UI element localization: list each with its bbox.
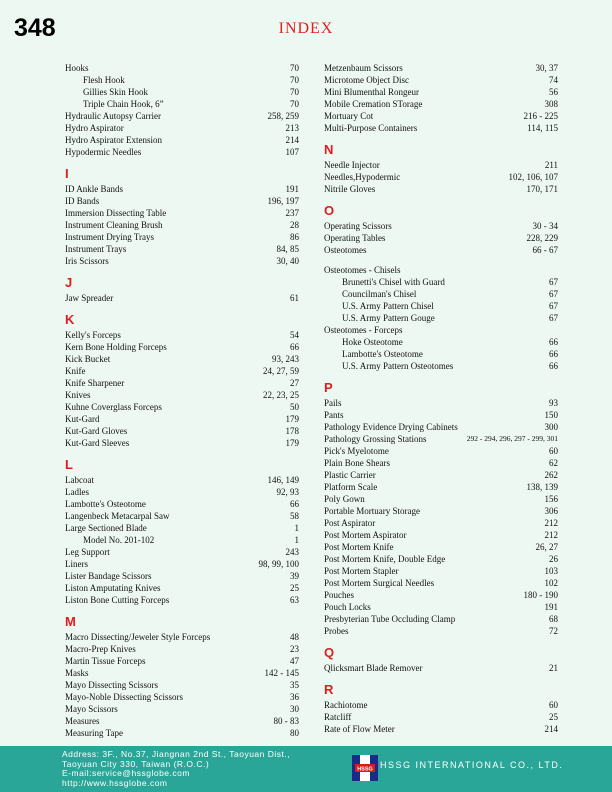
index-term: Large Sectioned Blade [65, 523, 147, 533]
index-term: Macro-Prep Knives [65, 644, 136, 654]
index-entry [324, 529, 558, 541]
index-entry [65, 255, 299, 267]
index-page-numbers: 67 [549, 313, 558, 323]
index-entry [65, 558, 299, 570]
address-line: Taoyuan City 330, Taiwan (R.O.C.) [62, 758, 210, 769]
index-entry [324, 171, 558, 183]
index-entry [324, 98, 558, 110]
index-page-numbers: 80 [290, 728, 299, 738]
index-term: Iris Scissors [65, 256, 109, 266]
index-entry [324, 662, 558, 674]
index-section-letter: N [324, 142, 334, 157]
index-page-numbers: 56 [549, 87, 558, 97]
index-page-numbers: 191 [544, 602, 558, 612]
index-entry [65, 122, 299, 134]
index-term: U.S. Army Pattern Gouge [342, 313, 435, 323]
index-page-numbers: 102 [544, 578, 558, 588]
index-page-numbers: 228, 229 [526, 233, 558, 243]
index-entry [324, 74, 558, 86]
index-entry [65, 62, 299, 74]
index-term: Hydro Aspirator Extension [65, 135, 162, 145]
hssg-logo-icon [352, 755, 378, 781]
index-term: Hooks [65, 63, 89, 73]
index-term: ID Bands [65, 196, 100, 206]
index-entry [65, 365, 299, 377]
index-entry [324, 336, 558, 348]
index-entry [65, 631, 299, 643]
index-entry [65, 486, 299, 498]
index-page-numbers: 72 [549, 626, 558, 636]
index-page-numbers: 27 [290, 378, 299, 388]
index-entry [65, 413, 299, 425]
index-term: Ladles [65, 487, 89, 497]
index-page-numbers: 262 [544, 470, 558, 480]
index-page-numbers: 142 - 145 [264, 668, 299, 678]
index-page-numbers: 107 [285, 147, 299, 157]
index-page-numbers: 93, 243 [272, 354, 299, 364]
index-page-numbers: 68 [549, 614, 558, 624]
index-page-numbers: 66 [549, 337, 558, 347]
index-page-numbers: 216 - 225 [523, 111, 558, 121]
index-entry [324, 711, 558, 723]
index-page-numbers: 237 [285, 208, 299, 218]
index-page-numbers: 146, 149 [267, 475, 299, 485]
index-page-numbers: 36 [290, 692, 299, 702]
index-term: Gillies Skin Hook [83, 87, 149, 97]
index-page-numbers: 30 [290, 704, 299, 714]
index-page-numbers: 243 [285, 547, 299, 557]
index-page-numbers: 30, 37 [535, 63, 558, 73]
index-term: Macro Dissecting/Jeweler Style Forceps [65, 632, 211, 642]
index-section-letter: R [324, 682, 334, 697]
index-entry [324, 360, 558, 372]
index-page-numbers: 191 [285, 184, 299, 194]
index-page-numbers: 25 [290, 583, 299, 593]
index-page-numbers: 47 [290, 656, 299, 666]
index-term: Hoke Osteotome [342, 337, 403, 347]
index-page-numbers: 170, 171 [526, 184, 558, 194]
index-entry [65, 219, 299, 231]
index-term: Triple Chain Hook, 6” [83, 99, 164, 109]
index-entry [65, 110, 299, 122]
index-page-numbers: 30 - 34 [532, 221, 558, 231]
index-entry [65, 582, 299, 594]
index-term: Hypodermic Needles [65, 147, 142, 157]
index-section-letter: I [65, 166, 69, 181]
index-term: Liston Amputating Knives [65, 583, 161, 593]
index-section-letter: M [65, 614, 76, 629]
index-term: Operating Scissors [324, 221, 392, 231]
index-term: Nitrile Gloves [324, 184, 376, 194]
index-entry [324, 324, 558, 336]
index-page-numbers: 70 [290, 99, 299, 109]
index-entry [324, 122, 558, 134]
index-page-numbers: 156 [544, 494, 558, 504]
index-entry [65, 594, 299, 606]
index-page-numbers: 102, 106, 107 [508, 172, 558, 182]
index-page-numbers: 178 [285, 426, 299, 436]
index-entry [324, 348, 558, 360]
index-page-numbers: 74 [549, 75, 558, 85]
index-term: Labcoat [65, 475, 94, 485]
index-page-numbers: 84, 85 [276, 244, 299, 254]
index-entry [324, 433, 558, 445]
index-entry [324, 397, 558, 409]
index-entry [65, 146, 299, 158]
index-entry [65, 401, 299, 413]
index-entry [324, 276, 558, 288]
index-entry [324, 300, 558, 312]
index-term: Kern Bone Holding Forceps [65, 342, 167, 352]
index-entry [324, 699, 558, 711]
index-entry [324, 409, 558, 421]
index-term: Post Aspirator [324, 518, 376, 528]
index-entry [324, 505, 558, 517]
index-column-left [65, 62, 299, 739]
index-term: Plastic Carrier [324, 470, 376, 480]
index-section-letter: K [65, 312, 75, 327]
index-page-numbers: 213 [285, 123, 299, 133]
index-entry [324, 232, 558, 244]
index-page-numbers: 70 [290, 63, 299, 73]
website-line[interactable]: http://www.hssglobe.com [62, 777, 168, 788]
index-term: Pick's Myelotome [324, 446, 389, 456]
index-entry [65, 534, 299, 546]
index-term: Instrument Drying Trays [65, 232, 155, 242]
index-term: Ratcliff [324, 712, 352, 722]
index-entry [65, 292, 299, 304]
index-entry [324, 457, 558, 469]
index-page-numbers: 180 - 190 [523, 590, 558, 600]
index-entry [324, 613, 558, 625]
index-term: Multi-Purpose Containers [324, 123, 418, 133]
index-term: Flesh Hook [83, 75, 125, 85]
index-column-right [324, 62, 558, 735]
index-page-numbers: 306 [544, 506, 558, 516]
index-entry [65, 389, 299, 401]
index-page-numbers: 67 [549, 277, 558, 287]
index-term: Liners [65, 559, 88, 569]
index-page-numbers: 300 [544, 422, 558, 432]
index-term: Mayo Scissors [65, 704, 118, 714]
index-page-numbers: 196, 197 [267, 196, 299, 206]
index-term: Osteotomes [324, 245, 367, 255]
index-page-numbers: 60 [549, 700, 558, 710]
index-entry [65, 643, 299, 655]
index-term: Kut-Gard [65, 414, 100, 424]
index-term: Mortuary Cot [324, 111, 374, 121]
index-entry [65, 522, 299, 534]
index-entry [324, 565, 558, 577]
index-page-numbers: 70 [290, 87, 299, 97]
index-page-numbers: 70 [290, 75, 299, 85]
index-page-numbers: 21 [549, 663, 558, 673]
index-page-numbers: 138, 139 [526, 482, 558, 492]
page-title: INDEX [278, 20, 334, 37]
index-entry [65, 231, 299, 243]
index-page-numbers: 66 [549, 349, 558, 359]
index-section-letter: J [65, 275, 73, 290]
index-term: Knife Sharpener [65, 378, 125, 388]
index-page-numbers: 39 [290, 571, 299, 581]
index-section-letter: L [65, 457, 73, 472]
index-term: Lambotte's Osteotome [342, 349, 423, 359]
index-entry [324, 553, 558, 565]
index-page-numbers: 63 [290, 595, 299, 605]
index-term: Knife [65, 366, 86, 376]
index-entry [65, 243, 299, 255]
index-term: U.S. Army Pattern Chisel [342, 301, 434, 311]
index-page-numbers: 80 - 83 [273, 716, 299, 726]
index-section-letter: Q [324, 645, 335, 660]
index-entry [324, 445, 558, 457]
index-entry [65, 86, 299, 98]
index-term: Pouch Locks [324, 602, 371, 612]
index-term: Post Mortem Knife, Double Edge [324, 554, 446, 564]
index-entry [65, 679, 299, 691]
index-page-numbers: 150 [544, 410, 558, 420]
index-term: Portable Mortuary Storage [324, 506, 420, 516]
index-page-numbers: 211 [544, 160, 558, 170]
index-page-numbers: 214 [544, 724, 558, 734]
index-entry [324, 541, 558, 553]
index-page-numbers: 308 [544, 99, 558, 109]
index-term: U.S. Army Pattern Osteotomes [342, 361, 454, 371]
index-term: Microtome Object Disc [324, 75, 409, 85]
index-term: Post Mortem Surgical Needles [324, 578, 435, 588]
index-term: Kelly's Forceps [65, 330, 121, 340]
index-page-numbers: 1 [294, 523, 299, 533]
company-name: HSSG INTERNATIONAL CO., LTD. [380, 760, 564, 770]
index-section-letter: P [324, 380, 333, 395]
index-page-numbers: 26 [549, 554, 558, 564]
index-entry [65, 207, 299, 219]
index-entry [324, 110, 558, 122]
index-entry [324, 244, 558, 256]
index-term: Mayo Dissecting Scissors [65, 680, 158, 690]
index-term: Kut-Gard Gloves [65, 426, 128, 436]
index-page-numbers: 212 [544, 530, 558, 540]
index-term: Leg Support [65, 547, 110, 557]
index-entry [324, 481, 558, 493]
index-term: Needle Injector [324, 160, 380, 170]
index-term: Lambotte's Osteotome [65, 499, 146, 509]
index-entry [65, 510, 299, 522]
address-line: Address: 3F., No.37, Jiangnan 2nd St., Taoyuan Dist., [62, 749, 291, 759]
index-term: ID Ankle Bands [65, 184, 123, 194]
index-page-numbers: 54 [290, 330, 299, 340]
index-page-numbers: 258, 259 [267, 111, 299, 121]
index-term: Post Mortem Stapler [324, 566, 399, 576]
index-term: Osteotomes - Chisels [324, 265, 401, 275]
index-entry [65, 727, 299, 739]
index-term: Knives [65, 390, 91, 400]
index-entry [324, 62, 558, 74]
index-page-numbers: 214 [285, 135, 299, 145]
index-term: Pails [324, 398, 342, 408]
index-term: Instrument Trays [65, 244, 127, 254]
svg-text:HSSG: HSSG [357, 766, 373, 773]
index-term: Hydro Aspirator [65, 123, 124, 133]
index-entry [324, 625, 558, 637]
index-entry [324, 577, 558, 589]
index-entry [65, 691, 299, 703]
index-entry [65, 353, 299, 365]
index-term: Jaw Spreader [65, 293, 114, 303]
index-entry [324, 220, 558, 232]
index-entry [65, 195, 299, 207]
footer-bar [0, 746, 612, 792]
index-entry [65, 437, 299, 449]
index-page-numbers: 93 [549, 398, 558, 408]
index-term: Measures [65, 716, 100, 726]
index-page-numbers: 292 - 294, 296, 297 - 299, 301 [466, 434, 558, 443]
index-page-numbers: 50 [290, 402, 299, 412]
email-line[interactable]: E-mail:service@hssglobe.com [62, 768, 190, 778]
index-page-numbers: 48 [290, 632, 299, 642]
index-term: Pathology Evidence Drying Cabinets [324, 422, 458, 432]
index-term: Hydraulic Autopsy Carrier [65, 111, 161, 121]
index-entry [65, 703, 299, 715]
index-term: Qlicksmart Blade Remover [324, 663, 423, 673]
index-entry [65, 183, 299, 195]
index-page-numbers: 103 [544, 566, 558, 576]
index-entry [324, 723, 558, 735]
index-entry [65, 134, 299, 146]
index-entry [65, 377, 299, 389]
index-entry [65, 98, 299, 110]
index-term: Councilman's Chisel [342, 289, 417, 299]
index-page-numbers: 25 [549, 712, 558, 722]
index-page-numbers: 24, 27, 59 [263, 366, 299, 376]
index-entry [324, 159, 558, 171]
index-page-numbers: 67 [549, 289, 558, 299]
index-page-numbers: 22, 23, 25 [263, 390, 299, 400]
index-term: Lister Bandage Scissors [65, 571, 152, 581]
index-term: Post Mortem Knife [324, 542, 394, 552]
index-term: Osteotomes - Forceps [324, 325, 403, 335]
index-entry [65, 498, 299, 510]
index-entry [324, 517, 558, 529]
index-entry [65, 341, 299, 353]
index-entry [65, 655, 299, 667]
page-number: 348 [14, 14, 56, 42]
index-page-numbers: 114, 115 [527, 123, 558, 133]
index-term: Pouches [324, 590, 354, 600]
index-term: Liston Bone Cutting Forceps [65, 595, 170, 605]
index-page-numbers: 98, 99, 100 [258, 559, 299, 569]
index-term: Plain Bone Shears [324, 458, 390, 468]
index-entry [324, 86, 558, 98]
index-page-numbers: 179 [285, 438, 299, 448]
index-term: Brunetti's Chisel with Guard [342, 277, 445, 287]
index-entry [65, 474, 299, 486]
index-term: Post Mortem Aspirator [324, 530, 407, 540]
index-entry [324, 469, 558, 481]
index-page-numbers: 35 [290, 680, 299, 690]
index-term: Pants [324, 410, 344, 420]
index-term: Rachiotome [324, 700, 368, 710]
index-page-numbers: 62 [549, 458, 558, 468]
index-term: Metzenbaum Scissors [324, 63, 403, 73]
index-page-numbers: 66 [290, 342, 299, 352]
index-term: Poly Gown [324, 494, 365, 504]
index-page-numbers: 28 [290, 220, 299, 230]
index-entry [324, 421, 558, 433]
index-entry [65, 329, 299, 341]
index-entry [65, 570, 299, 582]
index-entry [324, 288, 558, 300]
index-page-numbers: 179 [285, 414, 299, 424]
index-page-numbers: 23 [290, 644, 299, 654]
index-entry [65, 667, 299, 679]
index-term: Presbyterian Tube Occluding Clamp [324, 614, 456, 624]
index-term: Instrument Cleaning Brush [65, 220, 163, 230]
index-page-numbers: 66 [290, 499, 299, 509]
index-entry [65, 425, 299, 437]
index-term: Immersion Dissecting Table [65, 208, 167, 218]
index-page-numbers: 66 [549, 361, 558, 371]
index-term: Kick Bucket [65, 354, 111, 364]
index-term: Mobile Cremation STorage [324, 99, 423, 109]
index-entry [65, 715, 299, 727]
index-page-numbers: 66 - 67 [532, 245, 558, 255]
index-term: Kut-Gard Sleeves [65, 438, 130, 448]
index-entry [324, 601, 558, 613]
index-term: Masks [65, 668, 89, 678]
index-page-numbers: 67 [549, 301, 558, 311]
company-address [62, 750, 290, 788]
index-term: Rate of Flow Meter [324, 724, 395, 734]
index-term: Measuring Tape [65, 728, 123, 738]
index-term: Operating Tables [324, 233, 386, 243]
index-term: Platform Scale [324, 482, 378, 492]
index-page-numbers: 26, 27 [535, 542, 558, 552]
index-entry [65, 74, 299, 86]
index-entry [324, 493, 558, 505]
index-entry [324, 312, 558, 324]
index-page-numbers: 58 [290, 511, 299, 521]
index-page-numbers: 92, 93 [276, 487, 299, 497]
index-entry [324, 264, 558, 276]
index-term: Probes [324, 626, 349, 636]
index-page-numbers: 212 [544, 518, 558, 528]
index-term: Pathology Grossing Stations [324, 434, 427, 444]
index-page-numbers: 61 [290, 293, 299, 303]
index-entry [324, 589, 558, 601]
index-term: Mayo-Noble Dissecting Scissors [65, 692, 183, 702]
index-entry [324, 183, 558, 195]
index-page-numbers: 60 [549, 446, 558, 456]
index-term: Model No. 201-102 [83, 535, 155, 545]
index-entry [65, 546, 299, 558]
index-term: Martin Tissue Forceps [65, 656, 146, 666]
index-page-numbers: 86 [290, 232, 299, 242]
spacer [324, 256, 558, 264]
index-term: Langenbeck Metacarpal Saw [65, 511, 170, 521]
index-page-numbers: 1 [294, 535, 299, 545]
index-term: Mini Blumenthal Rongeur [324, 87, 419, 97]
index-page-numbers: 30, 40 [276, 256, 299, 266]
index-section-letter: O [324, 203, 335, 218]
index-term: Kuhne Coverglass Forceps [65, 402, 162, 412]
index-term: Needles,Hypodermic [324, 172, 401, 182]
